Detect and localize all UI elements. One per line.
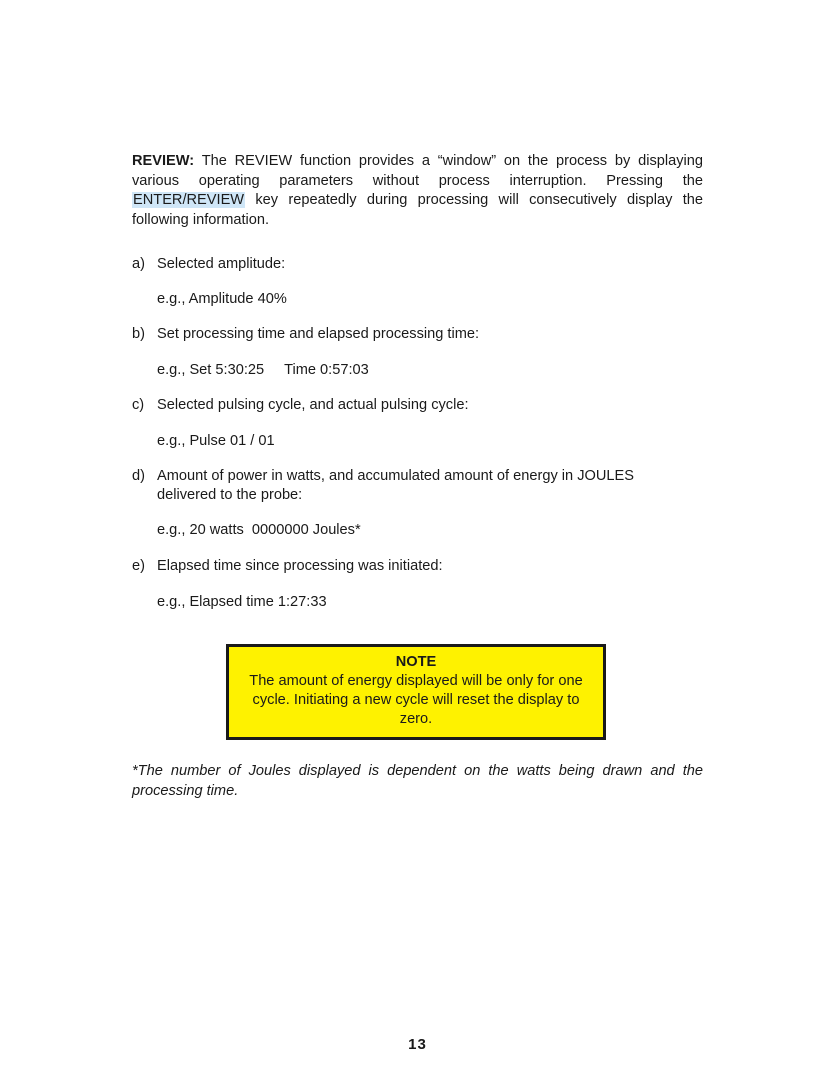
list-item-e [132,557,703,576]
list-item-d [132,467,703,505]
enter-review-key-highlight: ENTER/REVIEW [133,192,245,208]
review-label: REVIEW: [132,153,195,169]
example-time: e.g., Set 5:30:25 Time 0:57:03 [157,362,369,378]
list-item-text: Selected amplitude: [157,256,286,272]
list-item-letter: d) [132,468,145,484]
list-item-letter: b) [132,326,145,342]
list-item-letter: e) [132,558,145,574]
list-item-b [132,325,703,344]
example-energy: e.g., 20 watts 0000000 Joules* [157,522,361,538]
example-elapsed: e.g., Elapsed time 1:27:33 [157,594,327,610]
review-text-after: key repeatedly during processing will consecutively display the following information. [132,192,703,228]
list-item-a [132,255,703,274]
footnote: *The number of Joules displayed is dependent on the watts being drawn and the processing time. [132,763,703,799]
list-item-text: Selected pulsing cycle, and actual pulsing cycle: [157,397,469,413]
list-item-text: Elapsed time since processing was initiated: [157,558,443,574]
example-amplitude: e.g., Amplitude 40% [157,291,287,307]
list-item-text: Set processing time and elapsed processing time: [157,326,480,342]
list-item-letter: c) [132,397,145,413]
note-title: NOTE [395,654,437,670]
note-body: The amount of energy displayed will be only for one cycle. Initiating a new cycle will reset the display to zero. [249,673,583,727]
page-number: 13 [408,1036,427,1053]
note-box [226,644,606,740]
list-item-c [132,396,703,415]
list-item-text: Amount of power in watts, and accumulated amount of energy in JOULES delivered to the probe: [157,468,634,503]
example-pulse: e.g., Pulse 01 / 01 [157,433,275,449]
review-paragraph [132,152,703,230]
review-text-before: The REVIEW function provides a “window” on the process by displaying various operating parameters without process interruption. Pressing the [132,153,703,189]
list-item-letter: a) [132,256,145,272]
